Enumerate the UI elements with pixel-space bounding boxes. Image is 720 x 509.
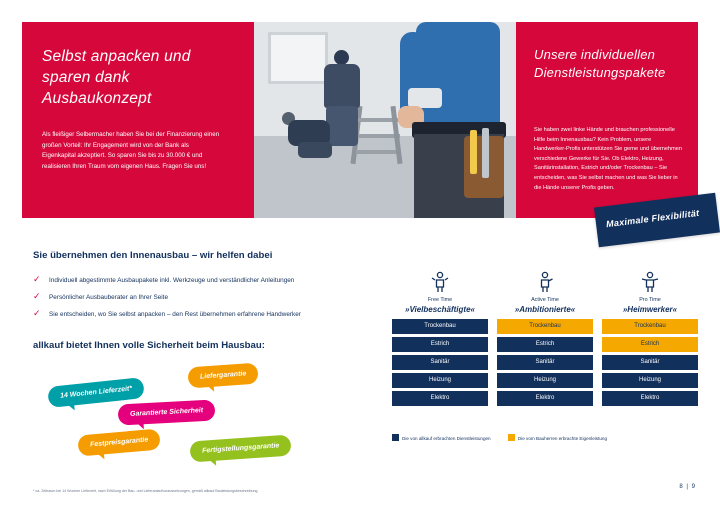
benefit-list (33, 276, 383, 327)
worker-torso (416, 22, 500, 126)
guarantee-bubble (187, 363, 259, 389)
package-column-active-time (497, 270, 593, 409)
check-icon: ✓ (33, 291, 41, 301)
list-item (33, 310, 383, 319)
right-red-panel (516, 22, 698, 218)
package-row (497, 373, 593, 388)
list-item-label: Persönlicher Ausbauberater an Ihrer Seite (49, 294, 169, 301)
legend-label: Die vom Bauherren erbrachte Eigenleistung (517, 436, 608, 441)
bubble-label: Festpreisgarantie (89, 436, 149, 449)
construction-photo (254, 22, 516, 218)
package-row (392, 337, 488, 352)
list-item (33, 276, 383, 285)
package-row (602, 373, 698, 388)
list-item-label: Individuell abgestimmte Ausbaupakete inkl. Werkzeuge und verständlicher Anleitungen (49, 277, 295, 284)
package-name: »Ambitionierte« (514, 305, 576, 314)
screwdriver-icon (470, 130, 477, 174)
guarantee-bubble (189, 434, 292, 462)
photo-worker-kneeling (280, 108, 336, 160)
photo-window (268, 32, 328, 84)
package-row-label: Elektro (535, 395, 555, 401)
package-row-label: Elektro (640, 395, 660, 401)
package-column-free-time (392, 270, 488, 409)
legend-swatch-gold (508, 434, 515, 441)
left-panel-headline: Selbst anpacken und sparen dank Ausbaukonzept (42, 48, 191, 107)
package-row-label: Estrich (640, 341, 660, 347)
wrench-icon (482, 128, 489, 178)
package-subtitle: Free Time (427, 297, 453, 303)
package-subtitle: Pro Time (639, 297, 661, 303)
package-row (497, 319, 593, 334)
right-panel-body: Sie haben zwei linke Hände und brauchen professionelle Hilfe beim Innenausbau? Kein Problem, unsere Handwerker-Profis unterstützen Sie gerne und übernehmen verschiedene Gewerke für Sie. Ob Elektro, Heizung, Sanitärinstallation, Estrich und/oder Trockenbau – Sie entscheiden, was Sie selbst machen und was Sie lieber in die Hände unserer Profis geben. (534, 127, 683, 191)
active-time-icon (497, 270, 593, 296)
package-column-pro-time (602, 270, 698, 409)
left-red-panel (22, 22, 254, 218)
package-row-label: Trockenbau (529, 323, 561, 329)
photo-worker-foreground (402, 22, 514, 218)
package-row (392, 319, 488, 334)
bubble-label: 14 Wochen Lieferzeit* (59, 385, 133, 400)
package-row (392, 391, 488, 406)
footnote: * ca. Zeitraum bei 14 Wochen Lieferzeit, nach Erfüllung der Bau- und Lieferanlaufvoraussetzungen, gemäß allkauf Bauleistungsbeschreibung (33, 489, 258, 493)
bubble-label: Garantierte Sicherheit (129, 407, 204, 418)
guarantee-bubble (118, 399, 216, 425)
package-subtitle: Active Time (531, 297, 559, 303)
list-item-label: Sie entscheiden, wo Sie selbst anpacken – den Rest übernehmen erfahrene Handwerker (49, 311, 301, 318)
drill-icon (408, 88, 442, 108)
left-panel-body: Als fleißiger Selbermacher haben Sie bei der Finanzierung einen großen Vorteil: Ihr Engagement wird von der Bank als Eigenkapital akzeptiert. So sparen Sie bis zu 30.000 € und realisieren Ihren Traum vom eigenen Haus. Fragen Sie uns! (42, 131, 220, 170)
free-time-icon (392, 270, 488, 296)
package-row (392, 355, 488, 370)
package-row (497, 355, 593, 370)
package-row-label: Elektro (430, 395, 450, 401)
package-row (497, 337, 593, 352)
section-title-innenausbau: Sie übernehmen den Innenausbau – wir helfen dabei (33, 250, 273, 261)
legend (392, 434, 692, 441)
package-row (392, 373, 488, 388)
package-row-label: Heizung (428, 377, 451, 383)
check-icon: ✓ (33, 308, 41, 318)
legend-item-eigenleistung (508, 434, 607, 441)
package-row-label: Trockenbau (424, 323, 456, 329)
package-row (497, 391, 593, 406)
package-row-label: Sanitär (430, 359, 450, 365)
pro-time-icon (602, 270, 698, 296)
guarantee-bubbles (30, 360, 320, 475)
package-row-label: Trockenbau (634, 323, 666, 329)
package-row-label: Sanitär (640, 359, 660, 365)
legend-label: Die von allkauf erbrachten Dienstleistungen (402, 436, 491, 441)
package-row (602, 355, 698, 370)
legend-swatch-blue (392, 434, 399, 441)
legend-item-allkauf (392, 434, 491, 441)
section-title-allkauf: allkauf bietet Ihnen volle Sicherheit beim Hausbau: (33, 340, 265, 351)
package-row-label: Sanitär (535, 359, 555, 365)
worker-torso (324, 64, 360, 108)
package-name: »Vielbeschäftigte« (405, 305, 475, 314)
package-row-label: Heizung (533, 377, 556, 383)
list-item (33, 293, 383, 302)
package-row (602, 391, 698, 406)
ribbon-label: Maximale Flexibilität (605, 207, 700, 230)
package-row (602, 319, 698, 334)
package-row-label: Heizung (638, 377, 661, 383)
package-row (602, 337, 698, 352)
bubble-label: Liefergarantie (199, 370, 247, 381)
package-row-label: Estrich (430, 341, 450, 347)
hero-band (22, 22, 698, 218)
package-row-label: Estrich (535, 341, 555, 347)
package-name: »Heimwerker« (622, 305, 678, 314)
page-number: 8 | 9 (679, 484, 696, 490)
right-panel-headline: Unsere individuellen Dienstleistungspakete (534, 47, 666, 80)
ladder-rung (356, 150, 400, 154)
bubble-label: Fertigstellungsgarantie (201, 442, 280, 455)
worker-legs (298, 142, 332, 158)
worker-head (334, 50, 349, 65)
check-icon: ✓ (33, 274, 41, 284)
guarantee-bubble (77, 428, 161, 456)
